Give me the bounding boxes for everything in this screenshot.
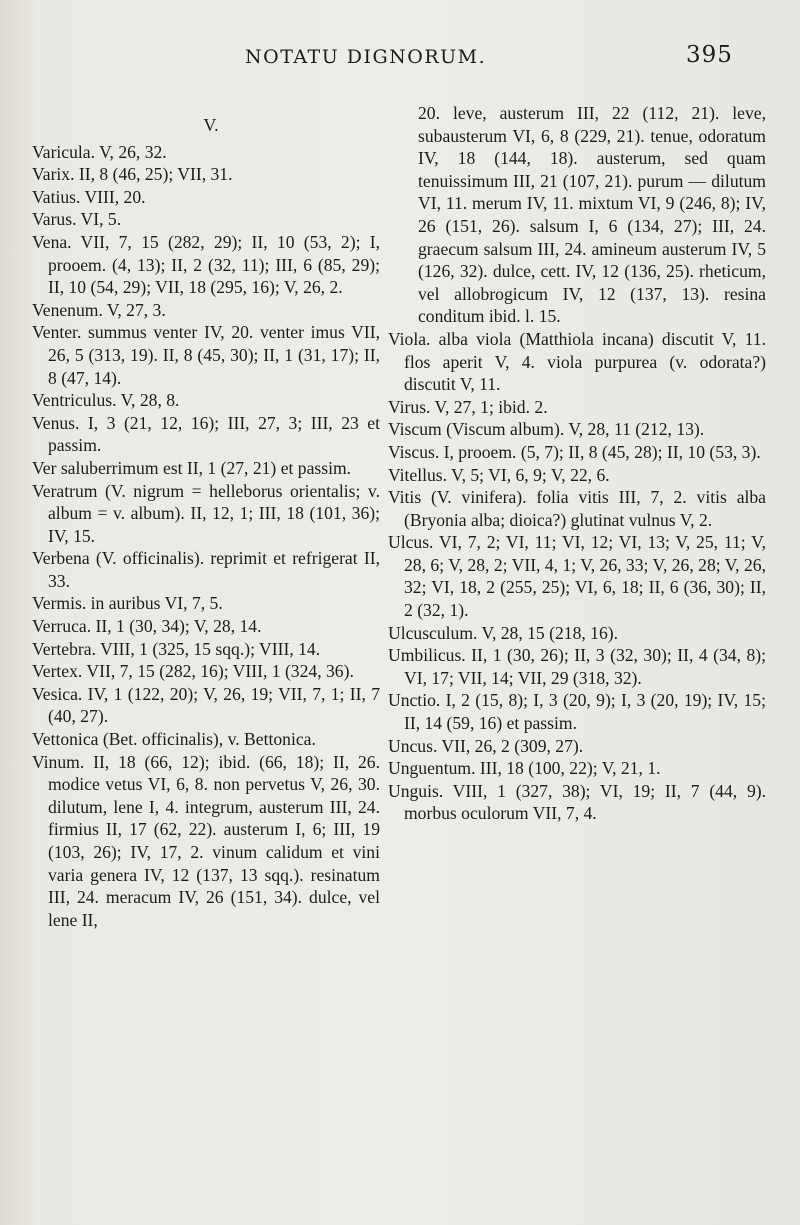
left-column (32, 114, 380, 931)
index-entry: Viola. alba viola (Matthiola incana) discutit V, 11. flos aperit V, 4. viola purpurea (v. odorata?) discutit V, 11. (388, 328, 766, 395)
index-entry: Viscus. I, prooem. (5, 7); II, 8 (45, 28); II, 10 (53, 3). (388, 441, 761, 462)
index-entry: Ulcusculum. V, 28, 15 (218, 16). (388, 622, 619, 643)
index-entry: Vertex. VII, 7, 15 (282, 16); VIII, 1 (324, 36). (32, 661, 354, 682)
page-number: 395 (686, 42, 733, 68)
index-entry: Ventriculus. V, 28, 8. (32, 390, 180, 411)
index-entry: Vatius. VIII, 20. (32, 186, 146, 207)
right-column (388, 102, 766, 825)
index-entry: Venenum. V, 27, 3. (32, 299, 166, 320)
index-entry: Vesica. IV, 1 (122, 20); V, 26, 19; VII, 7, 1; II, 7 (40, 27). (32, 683, 380, 727)
index-entry: Unguis. VIII, 1 (327, 38); VI, 19; II, 7 (44, 9). morbus oculorum VII, 7, 4. (388, 780, 766, 824)
index-entry: Unguentum. III, 18 (100, 22); V, 21, 1. (388, 758, 661, 779)
index-entry: Varicula. V, 26, 32. (32, 141, 167, 162)
index-entry: Ulcus. VI, 7, 2; VI, 11; VI, 12; VI, 13; V, 25, 11; V, 28, 6; V, 28, 2; VII, 4, 1; V, 26, 33; V, 26, 28; V, 26, 32; VI, 18, 2 (255, 25); VI, 6, 18; II, 6 (36, 30); II, 2 (32, 1). (388, 532, 766, 621)
index-entry: Vitis (V. vinifera). folia vitis III, 7, 2. vitis alba (Bryonia alba; dioica?) glutinat vulnus V, 2. (388, 487, 766, 530)
index-entry: Vermis. in auribus VI, 7, 5. (32, 593, 223, 614)
index-entry: Umbilicus. II, 1 (30, 26); II, 3 (32, 30); II, 4 (34, 8); VI, 17; VII, 14; VII, 29 (318, 32). (388, 645, 766, 688)
index-entry: Venter. summus venter IV, 20. venter imus VII, 26, 5 (313, 19). II, 8 (45, 30); II, 1 (31, 17); II, 8 (47, 14). (32, 322, 380, 388)
index-entry: Unctio. I, 2 (15, 8); I, 3 (20, 9); I, 3 (20, 19); IV, 15; II, 14 (59, 16) et passim. (388, 690, 766, 734)
index-entry: Viscum (Viscum album). V, 28, 11 (212, 13). (388, 419, 705, 440)
index-entry: Vena. VII, 7, 15 (282, 29); II, 10 (53, 2); I, prooem. (4, 13); II, 2 (32, 11); III, 6 (85, 29); II, 10 (54, 29); VII, 18 (295, 16); V, 26, 2. (32, 231, 380, 298)
section-letter: V. (203, 115, 219, 135)
index-entry: Varix. II, 8 (46, 25); VII, 31. (32, 164, 233, 185)
index-entry: Venus. I, 3 (21, 12, 16); III, 27, 3; III, 23 et passim. (32, 412, 380, 456)
index-entry-continuation: 20. leve, austerum III, 22 (112, 21). leve, subausterum VI, 6, 8 (229, 21). tenue, odoratum IV, 18 (144, 18). austerum, sed quam tenuissimum III, 21 (107, 21). purum — dilutum VI, 11. merum IV, 11. mixtum VI, 9 (246, 8); IV, 26 (151, 26). salsum I, 6 (134, 27); III, 24. graecum salsum III, 24. amineum austerum IV, 5 (126, 32). dulce, cett. IV, 12 (136, 25). rheticum, vel allobrogicum IV, 12 (137, 13). resina conditum ibid. l. 15. (418, 103, 766, 327)
index-entry: Verruca. II, 1 (30, 34); V, 28, 14. (32, 616, 262, 637)
index-entry: Vinum. II, 18 (66, 12); ibid. (66, 18); II, 26. modice vetus VI, 6, 8. non pervetus V, 26, 30. dilutum, lene I, 4. integrum, austerum III, 24. firmius II, 17 (62, 22). austerum I, 6; III, 19 (103, 26); IV, 17, 2. vinum calidum et vini varia genera IV, 12 (137, 13 sqq.). resinatum III, 24. meracum IV, 26 (151, 34). dulce, vel lene II, (32, 751, 380, 930)
index-entry: Vettonica (Bet. officinalis), v. Bettonica. (32, 729, 316, 750)
index-entry: Verbena (V. officinalis). reprimit et refrigerat II, 33. (32, 548, 380, 591)
index-entry: Uncus. VII, 26, 2 (309, 27). (388, 735, 584, 756)
index-entry: Virus. V, 27, 1; ibid. 2. (388, 396, 548, 417)
index-entry: Varus. VI, 5. (32, 209, 122, 230)
index-entry: Ver saluberrimum est II, 1 (27, 21) et passim. (32, 457, 352, 478)
index-entry: Vitellus. V, 5; VI, 6, 9; V, 22, 6. (388, 464, 610, 485)
index-entry: Veratrum (V. nigrum = helleborus orientalis; v. album = v. album). II, 12, 1; III, 18 (101, 36); IV, 15. (32, 480, 380, 546)
running-head: NOTATU DIGNORUM. (245, 46, 487, 68)
index-entry: Vertebra. VIII, 1 (325, 15 sqq.); VIII, 14. (32, 638, 321, 659)
